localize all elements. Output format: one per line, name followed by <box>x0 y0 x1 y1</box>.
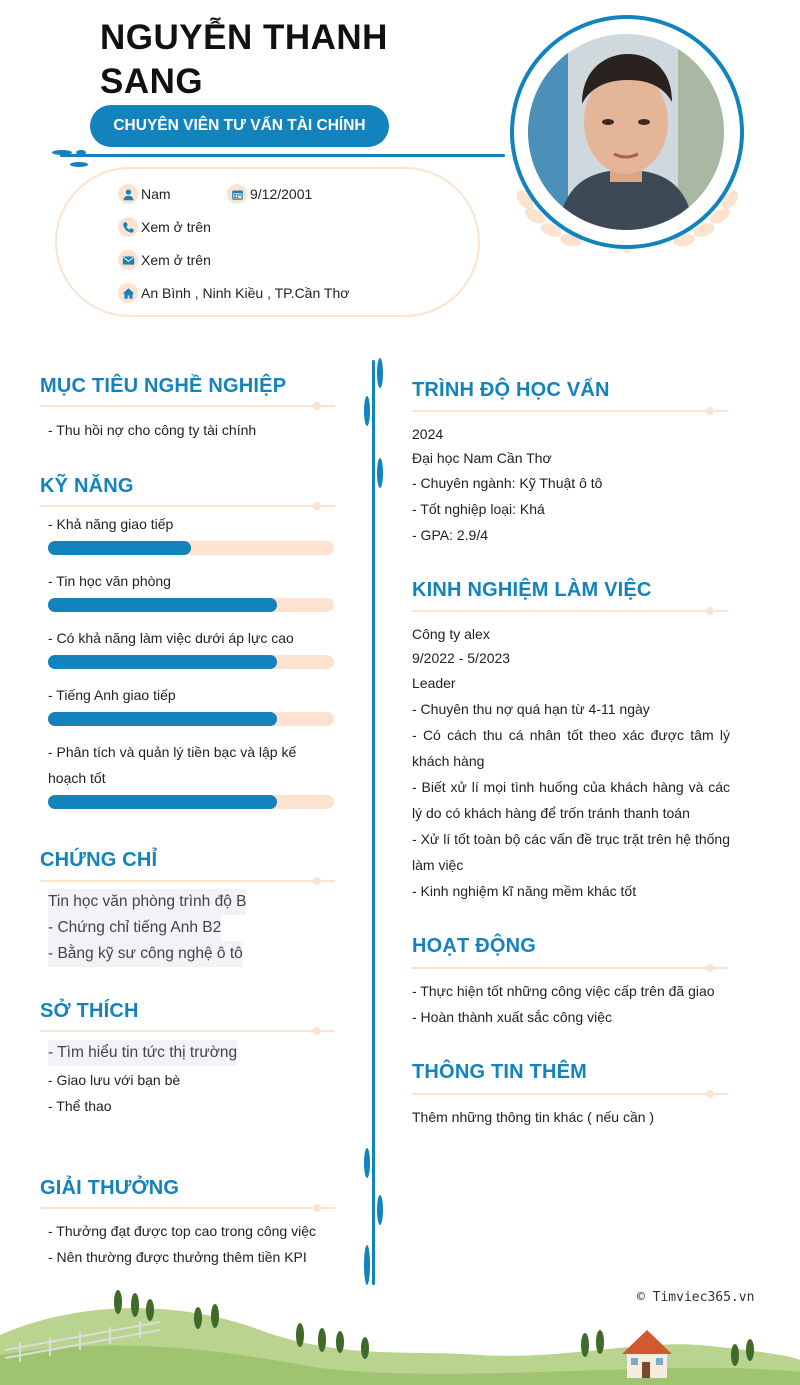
awards-title: GIẢI THƯỞNG <box>40 1177 180 1199</box>
decor-drop <box>364 1245 370 1285</box>
candidate-name: NGUYỄN THANH SANG <box>100 18 388 101</box>
phone-value: Xem ở trên <box>141 219 211 235</box>
mail-icon <box>118 250 138 270</box>
decor-drop <box>364 1148 370 1178</box>
skill-label: - Tin học văn phòng <box>48 573 171 589</box>
column-divider <box>372 360 375 1285</box>
birthday-value: 9/12/2001 <box>250 186 313 202</box>
section-underline <box>412 410 728 412</box>
skill-bar-fill <box>48 712 277 726</box>
experience-position: Leader <box>412 675 456 691</box>
home-icon <box>118 283 138 303</box>
certificate-item: - Bằng kỹ sư công nghệ ô tô <box>48 941 243 967</box>
experience-period: 9/2022 - 5/2023 <box>412 650 511 666</box>
certificate-item: Tin học văn phòng trình độ B <box>48 889 246 915</box>
phone-row <box>118 216 211 238</box>
gender-row <box>118 183 171 205</box>
experience-detail: - Có cách thu cá nhân tốt theo xác được tâm lý khách hàng <box>412 727 730 769</box>
experience-company: Công ty alex <box>412 626 490 642</box>
section-underline <box>40 1207 335 1209</box>
skill-label: - Có khả năng làm việc dưới áp lực cao <box>48 630 294 646</box>
education-year: 2024 <box>412 426 444 442</box>
section-underline <box>40 1030 335 1032</box>
education-title: TRÌNH ĐỘ HỌC VẤN <box>412 379 610 401</box>
avatar <box>528 34 724 230</box>
decor-drop <box>364 396 370 426</box>
section-underline <box>40 880 335 882</box>
additional-text: Thêm những thông tin khác ( nếu cần ) <box>412 1109 655 1125</box>
skills-title: KỸ NĂNG <box>40 475 134 497</box>
address-row <box>118 282 349 304</box>
activity-item: - Thực hiện tốt những công việc cấp trên đã giao <box>412 983 715 999</box>
skill-bar-fill <box>48 655 277 669</box>
experience-detail: - Biết xử lí mọi tình huống của khách hàng và các lý do có khách hàng để trốn tránh thanh toán <box>412 779 730 821</box>
section-underline <box>412 610 728 612</box>
certificates-title: CHỨNG CHỈ <box>40 849 158 871</box>
skill-bar <box>48 795 334 809</box>
hobby-item: - Thể thao <box>48 1098 112 1114</box>
education-detail: - GPA: 2.9/4 <box>412 527 488 543</box>
skill-label: - Phân tích và quản lý tiền bạc và lập kế hoạch tốt <box>48 744 297 786</box>
hobby-item: - Tìm hiểu tin tức thị trường <box>48 1040 237 1066</box>
hobbies-title: SỞ THÍCH <box>40 1000 139 1022</box>
birthday-row <box>227 183 312 205</box>
education-detail: - Tốt nghiệp loại: Khá <box>412 501 545 517</box>
email-row <box>118 249 211 271</box>
additional-title: THÔNG TIN THÊM <box>412 1061 588 1083</box>
education-school: Đại học Nam Cần Thơ <box>412 450 552 466</box>
decor-dot <box>70 162 88 167</box>
skill-bar-fill <box>48 541 191 555</box>
skill-label: - Tiếng Anh giao tiếp <box>48 687 176 703</box>
job-title-badge: CHUYÊN VIÊN TƯ VẤN TÀI CHÍNH <box>90 105 389 147</box>
phone-icon <box>118 217 138 237</box>
objective-text: - Thu hồi nợ cho công ty tài chính <box>48 422 257 438</box>
skill-bar <box>48 712 334 726</box>
skill-label: - Khả năng giao tiếp <box>48 516 174 532</box>
gender-value: Nam <box>141 186 171 202</box>
objective-title: MỤC TIÊU NGHỀ NGHIỆP <box>40 375 287 397</box>
header-divider <box>60 154 505 157</box>
award-item: - Nên thường được thưởng thêm tiền KPI <box>48 1249 307 1265</box>
section-underline <box>412 1093 728 1095</box>
user-icon <box>118 184 138 204</box>
education-detail: - Chuyên ngành: Kỹ Thuật ô tô <box>412 475 603 491</box>
skill-bar <box>48 541 334 555</box>
address-value: An Bình , Ninh Kiều , TP.Cần Thơ <box>141 285 350 301</box>
skill-bar-fill <box>48 598 277 612</box>
award-item: - Thưởng đạt được top cao trong công việc <box>48 1223 316 1239</box>
calendar-icon <box>227 184 247 204</box>
landscape-decoration <box>0 1280 800 1385</box>
footer-brand: © Timviec365.vn <box>637 1290 755 1305</box>
decor-drop <box>377 358 383 388</box>
activities-title: HOẠT ĐỘNG <box>412 935 537 957</box>
section-underline <box>40 405 335 407</box>
hobby-item: - Giao lưu với bạn bè <box>48 1072 181 1088</box>
section-underline <box>40 505 335 507</box>
activity-item: - Hoàn thành xuất sắc công việc <box>412 1009 613 1025</box>
experience-detail: - Xử lí tốt toàn bộ các vấn đề trục trặt trên hệ thống làm việc <box>412 831 730 873</box>
email-value: Xem ở trên <box>141 252 211 268</box>
skill-bar <box>48 655 334 669</box>
certificate-item: - Chứng chỉ tiếng Anh B2 <box>48 915 221 941</box>
decor-drop <box>377 458 383 488</box>
decor-drop <box>377 1195 383 1225</box>
experience-detail: - Chuyên thu nợ quá hạn từ 4-11 ngày <box>412 701 650 717</box>
experience-title: KINH NGHIỆM LÀM VIỆC <box>412 579 652 601</box>
skill-bar-fill <box>48 795 277 809</box>
skill-bar <box>48 598 334 612</box>
section-underline <box>412 967 728 969</box>
experience-detail: - Kinh nghiệm kĩ năng mềm khác tốt <box>412 883 637 899</box>
